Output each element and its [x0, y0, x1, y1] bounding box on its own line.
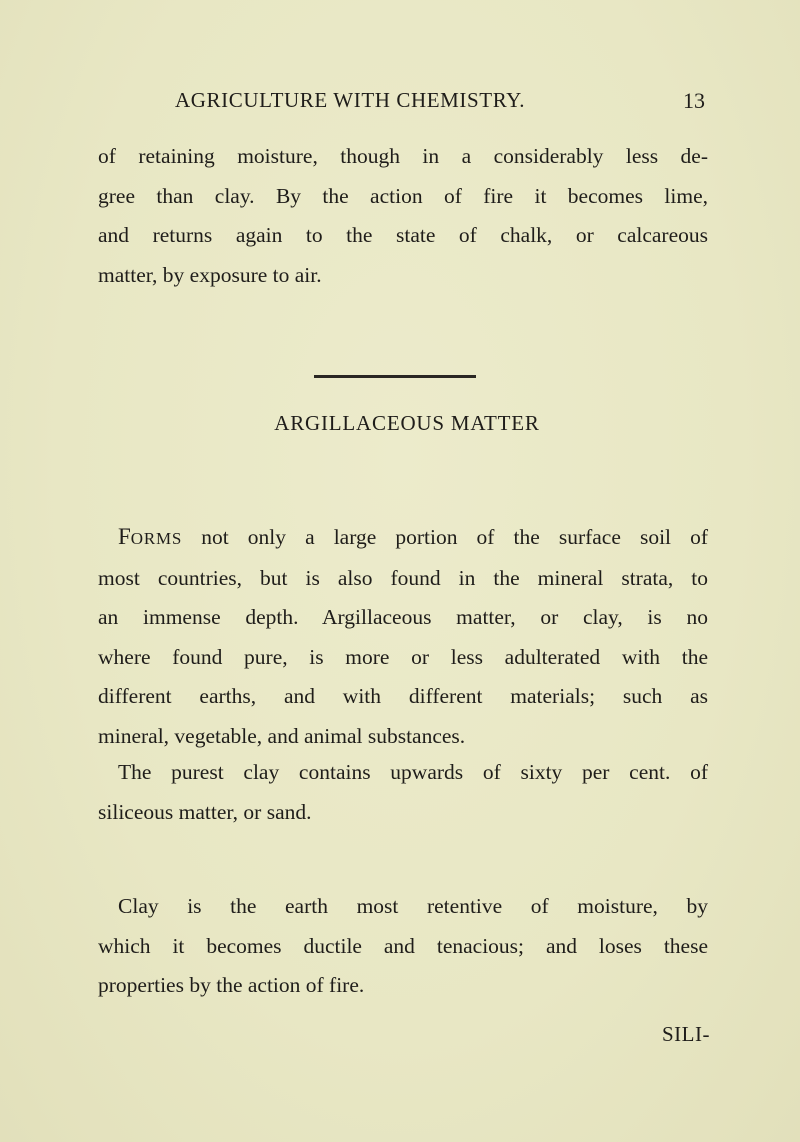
- text-line: which it becomes ductile and tenacious; and loses these: [98, 933, 708, 958]
- lead-word: [118, 525, 182, 549]
- page-number: 13: [683, 88, 705, 113]
- text-line-first: [98, 517, 708, 559]
- text-line: Clay is the earth most retentive of moisture, by: [118, 894, 708, 918]
- text-line: different earths, and with different materials; such as: [98, 684, 708, 708]
- paragraph-calcareous-continuation: [98, 137, 708, 295]
- section-divider-rule: [314, 375, 476, 378]
- running-head: [175, 88, 740, 118]
- text-line: gree than clay. By the action of fire it becomes lime,: [98, 183, 708, 208]
- text-line: most countries, but is also found in the mineral strata, to: [98, 565, 708, 590]
- text-line: siliceous matter, or sand.: [98, 799, 312, 824]
- text-line: The purest clay contains upwards of sixty per cent. of: [118, 760, 708, 784]
- catchword: SILI-: [662, 1022, 710, 1046]
- paragraph-argillaceous-intro: [98, 517, 708, 756]
- running-title: AGRICULTURE WITH CHEMISTRY.: [175, 88, 526, 112]
- text-line: and returns again to the state of chalk, or calcareous: [98, 223, 708, 247]
- section-heading: ARGILLACEOUS MATTER: [274, 411, 540, 435]
- text-line: mineral, vegetable, and animal substances.: [98, 723, 466, 748]
- text-line: matter, by exposure to air.: [98, 262, 322, 287]
- paragraph-purest-clay: [98, 753, 708, 832]
- text-line: where found pure, is more or less adulterated with the: [98, 644, 708, 669]
- drop-initial: F: [118, 524, 131, 549]
- text-line: of retaining moisture, though in a considerably less de-: [98, 144, 708, 168]
- text-line: an immense depth. Argillaceous matter, or clay, is no: [98, 605, 708, 629]
- small-caps: ORMS: [130, 529, 183, 548]
- paragraph-clay-retentive: [98, 887, 708, 1006]
- text-line: properties by the action of fire.: [98, 973, 365, 997]
- text-line-rest: not only a large portion of the surface soil of: [182, 525, 708, 549]
